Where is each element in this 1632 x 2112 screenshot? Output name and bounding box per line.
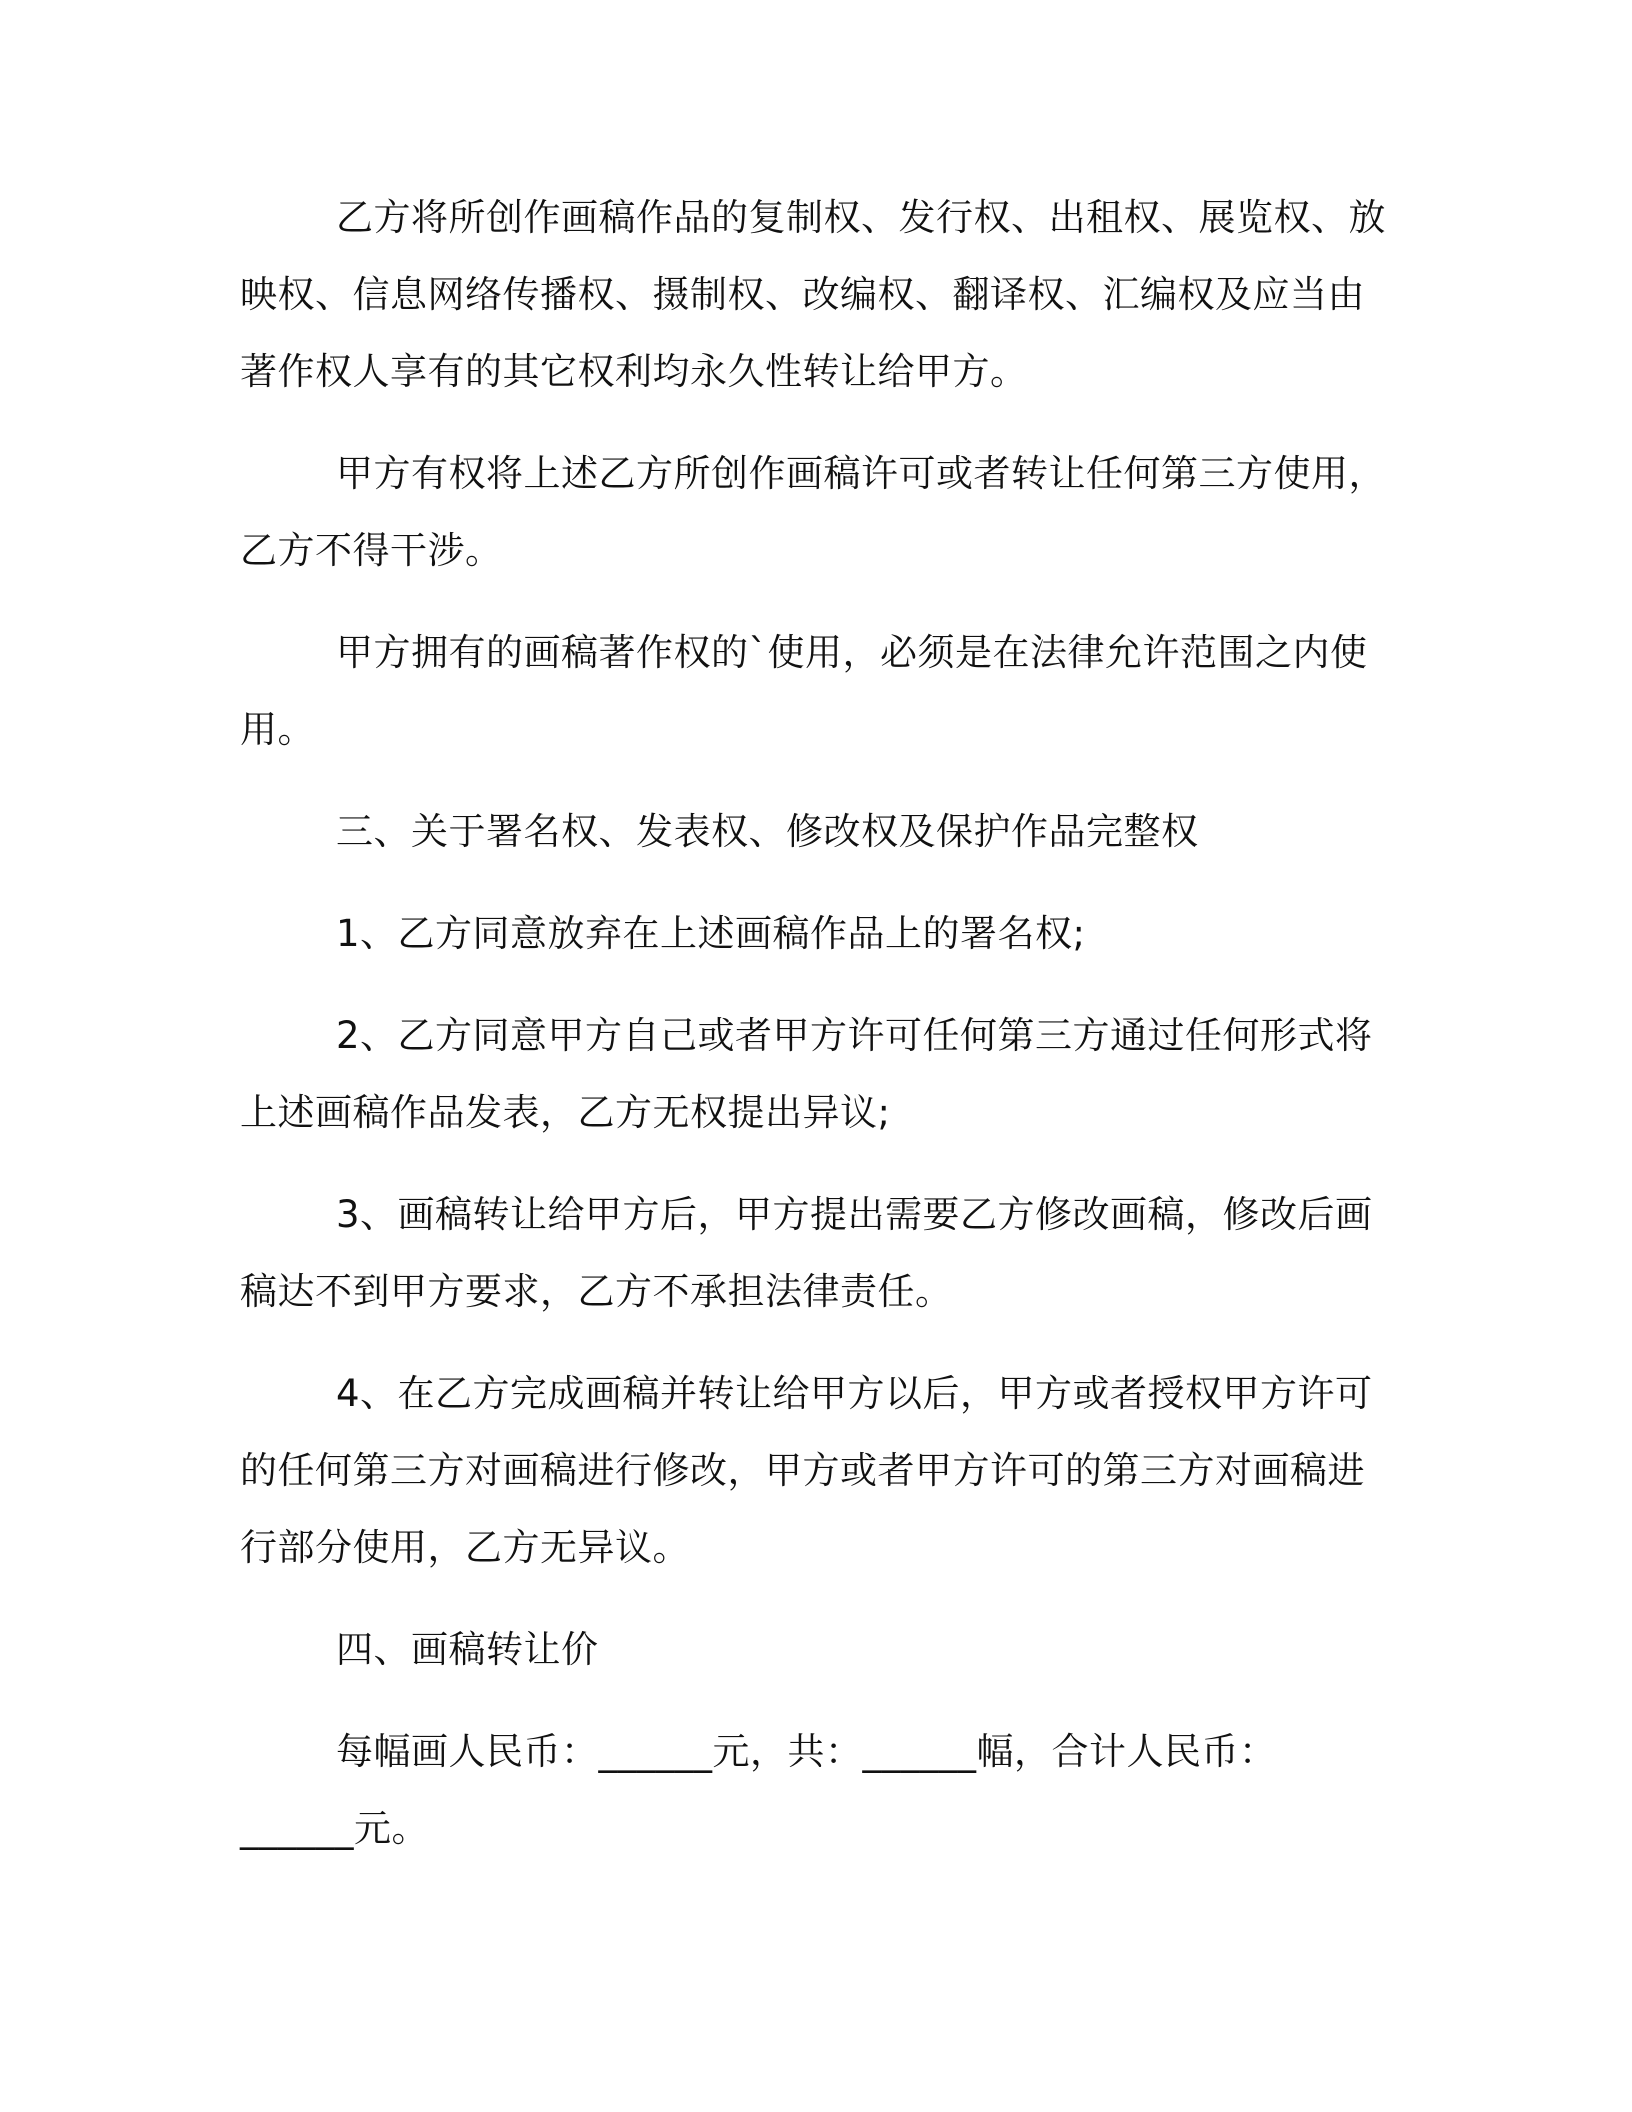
list-item: 2、乙方同意甲方自己或者甲方许可任何第三方通过任何形式将 [336,1014,1373,1057]
list-item-continuation: 稿达不到甲方要求，乙方不承担法律责任。 [240,1270,953,1313]
paragraph-line: 乙方不得干涉。 [240,529,503,572]
list-item: 4、在乙方完成画稿并转让给甲方以后，甲方或者授权甲方许可 [336,1372,1373,1415]
price-line: 每幅画人民币：______元，共：______幅，合计人民币： [336,1730,1277,1773]
paragraph-line: 甲方有权将上述乙方所创作画稿许可或者转让任何第三方使用， [336,452,1386,495]
list-item: 3、画稿转让给甲方后，甲方提出需要乙方修改画稿，修改后画 [336,1193,1373,1236]
paragraph-line: 甲方拥有的画稿著作权的`使用，必须是在法律允许范围之内使 [336,631,1368,674]
paragraph-line: 乙方将所创作画稿作品的复制权、发行权、出租权、展览权、放 [336,196,1386,239]
paragraph-line: 用。 [240,708,315,751]
section-heading: 三、关于署名权、发表权、修改权及保护作品完整权 [336,810,1199,853]
price-line-continuation: ______元。 [240,1807,429,1850]
list-item: 1、乙方同意放弃在上述画稿作品上的署名权; [336,912,1086,955]
list-item-continuation: 上述画稿作品发表，乙方无权提出异议; [240,1091,891,1134]
list-item-continuation: 行部分使用，乙方无异议。 [240,1526,690,1569]
list-item-continuation: 的任何第三方对画稿进行修改，甲方或者甲方许可的第三方对画稿进 [240,1449,1365,1492]
paragraph-line: 著作权人享有的其它权利均永久性转让给甲方。 [240,350,1028,393]
section-heading: 四、画稿转让价 [336,1628,599,1671]
paragraph-line: 映权、信息网络传播权、摄制权、改编权、翻译权、汇编权及应当由 [240,273,1365,316]
